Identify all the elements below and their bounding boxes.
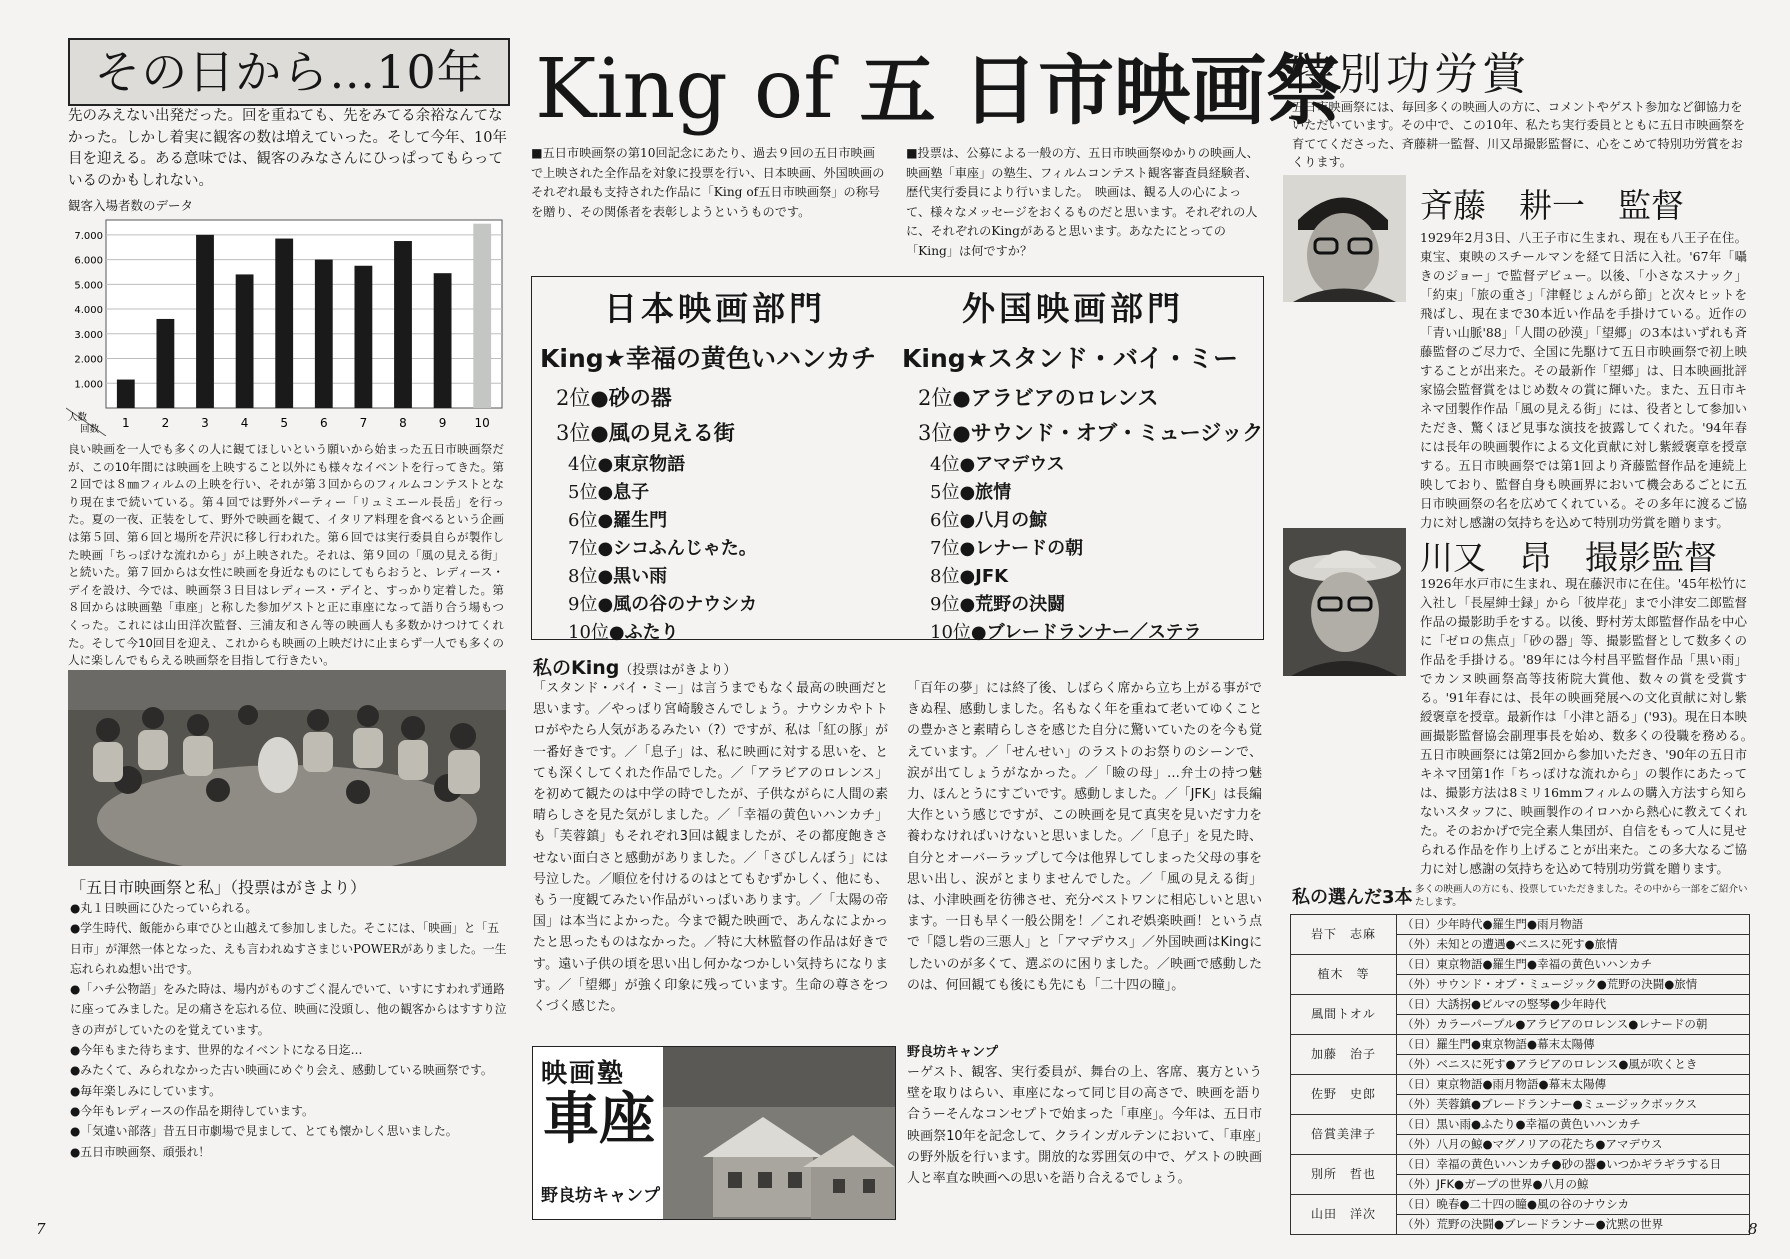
ranking-item — [918, 535, 1263, 563]
award-intro: 五日市映画祭には、毎回多くの映画人の方に、コメントやゲスト参加など御協力をいただいています。その中で、この10年、私たち実行委員とともに五日市映画祭を育ててくださった、斉藤耕一監督、川又昂撮影監督に、心をこめて特別功労賞をおくります。 — [1292, 100, 1746, 169]
rank-number: 2位 — [556, 386, 591, 410]
comment-item: ●今年もまた待ちます、世界的なイベントになる日迄… — [70, 1043, 363, 1058]
rank-title: ●JFK — [959, 566, 1009, 587]
ranking-item — [918, 416, 1263, 451]
comment-item: ●丸１日映画にひたっていられる。 — [70, 901, 258, 915]
chart-y-tick: 7.000 — [74, 230, 103, 242]
picks-japanese: （日）東京物語●雨月物語●幕末太陽傳 — [1397, 1075, 1750, 1095]
foreign-section-heading: 外国映画部門 — [962, 289, 1184, 328]
headline-intro-right: ■投票は、公募による一般の方、五日市映画祭ゆかりの映画人、映画塾「車座」の塾生、フィルムコンテスト観客審査員経験者、歴代実行委員により行いました。 映画は、観る人の心によって、様々なメッセージをおくるものだと思います。それぞれの人に、それぞれのKingがあると思います。あなたにとっての「King」は何ですか？ — [906, 146, 1259, 258]
comment-item: ●「ハチ公物語」をみた時は、場内がものすごく混んでいて、いすにすわれず通路に座ってみました。足の痛さを忘れる位、映画に没頭し、他の観客からはすすり泣きの声がしていたのを覚えています。 — [70, 982, 507, 1037]
rank-title: ●アマデウス — [959, 454, 1065, 475]
picks-person: 倍賞美津子 — [1291, 1115, 1397, 1155]
picks-japanese: （日）黒い雨●ふたり●幸福の黄色いハンカチ — [1397, 1115, 1750, 1135]
chart-bar — [473, 224, 491, 408]
camp-logo-main: 車座 — [543, 1086, 655, 1152]
intro-text: 先のみえない出発だった。回を重ねても、先をみてる余裕なんてなかった。しかし着実に観客の数は増えていった。そして今年、10年目を迎える。ある意味では、観客のみなさんにひっぱってもらっているのかもしれない。 — [68, 108, 507, 189]
rank-number: 7位 — [568, 538, 598, 559]
ranking-item — [556, 619, 757, 647]
picks-row — [1291, 1195, 1750, 1215]
picks-foreign: （外）ベニスに死す●アラビアのロレンス●風が吹くとき — [1397, 1055, 1750, 1075]
chart-bar — [156, 319, 174, 408]
picks-foreign: （外）サウンド・オブ・ミュージック●荒野の決闘●旅情 — [1397, 975, 1750, 995]
ranking-item — [918, 381, 1263, 416]
picks-row — [1291, 1155, 1750, 1175]
japanese-ranking-list — [556, 381, 757, 647]
chart-y-tick: 6.000 — [74, 255, 103, 267]
person2-name: 川又 昂 撮影監督 — [1420, 538, 1717, 577]
rank-title: ●東京物語 — [597, 454, 686, 475]
picks-row — [1291, 995, 1750, 1015]
headline-prefix: King of — [535, 42, 860, 137]
rank-number: 10位 — [568, 622, 609, 643]
rank-title: ●八月の鯨 — [959, 510, 1048, 531]
picks-table — [1290, 914, 1750, 1235]
headline-kanji: 五 日市映画祭 — [859, 46, 1343, 135]
chart-bar — [117, 380, 135, 408]
rank-title: ●黒い雨 — [597, 566, 668, 587]
attendance-chart-svg — [66, 214, 504, 436]
chart-bar — [315, 260, 333, 408]
picks-person: 植木 等 — [1291, 955, 1397, 995]
chart-y-tick: 5.000 — [74, 280, 103, 292]
foreign-king: King★スタンド・バイ・ミー — [902, 344, 1239, 373]
myking-heading — [533, 653, 736, 680]
chart-x-tick: 8 — [399, 416, 407, 430]
picks-japanese: （日）羅生門●東京物語●幕末太陽傳 — [1397, 1035, 1750, 1055]
rank-title: ●レナードの朝 — [959, 538, 1084, 559]
chart-x-tick: 2 — [161, 416, 170, 430]
chart-y-tick: 4.000 — [74, 305, 103, 317]
rank-number: 6位 — [568, 510, 598, 531]
camp-text: ーゲスト、観客、実行委員が、舞台の上、客席、裏方という壁を取りはらい、車座になって同じ目の高さで、映画を語り合うーそんなコンセプトで始まった「車座」。今年は、五日市映画祭10年を記念して、クラインガルテンにおいて、「車座」の野外版を行います。開放的な雰囲気の中で、ゲストの映画人と率直な映画への思いを語り合えるでしょう。 — [907, 1065, 1262, 1187]
chart-y-tick: 2.000 — [74, 354, 103, 366]
headline — [535, 40, 1343, 140]
comment-item: ●みたくて、みられなかった古い映画にめぐり会え、感動している映画祭です。 — [70, 1063, 493, 1078]
comment-item: ●「気違い部落」昔五日市劇場で見まして、とても懐かしく思いました。 — [70, 1124, 458, 1139]
chart-y-label: 人数 — [68, 412, 88, 423]
ranking-item — [556, 563, 757, 591]
person1-bio-text: 1929年2月3日、八王子市に生まれ、現在も八王子在住。東宝、東映のスチールマンを経て日活に入社。'67年「囁きのジョー」で監督デビュー。以後、「小さなスナック」「約束」「旅の重さ」「津軽じょんがら節」と次々ヒットを飛ばし、現在まで30本近い作品を手掛けている。近作の「青い山脈'88」「人間の砂漠」「望郷」の3本はいずれも斉藤監督のご尽力で、全国に先駆けて五日市映画祭で初上映することが出来た。その最新作「望郷」は、日本映画批評家協会監督賞をはじめ数々の賞に輝いた。また、五日市キネマ団製作作品「風の見える街」には、役者として参加いただき、驚くほど見事な演技を披露してくれた。'94年春には長年の映画製作による文化貢献に対し紫綬褒章を授章する。五日市映画祭では第1回より斉藤監督作品を連続上映しており、監督自身も映画界において機会あるごとに五日市映画祭の名を広めてくれている。その多年に渡るご協力に対し感謝の気持ちを込めて特別功労賞を贈ります。 — [1420, 230, 1747, 530]
photo-caption: 「五日市映画祭と私」（投票はがきより） — [70, 878, 367, 897]
picks-row — [1291, 1035, 1750, 1055]
comment-item: ●毎年楽しみにしています。 — [70, 1083, 221, 1098]
rank-number: 9位 — [930, 594, 960, 615]
page-number-left: 7 — [36, 1220, 46, 1238]
chart-bar — [196, 235, 214, 408]
picks-japanese: （日）晩春●二十四の瞳●風の谷のナウシカ — [1397, 1195, 1750, 1215]
page-number-right: 8 — [1748, 1220, 1758, 1238]
headline-intro-left: ■五日市映画祭の第10回記念にあたり、過去９回の五日市映画で上映された全作品を対象に投票を行い、日本映画、外国映画のそれぞれ最も支持された作品に「King of五日市映画祭」の称号を贈り、その関係者を表彰しようというものです。 — [531, 146, 885, 219]
rank-title: ●風の谷のナウシカ — [597, 594, 758, 615]
chart-x-tick: 7 — [359, 416, 368, 430]
rank-number: 8位 — [568, 566, 598, 587]
chart-x-tick: 5 — [280, 416, 289, 430]
picks-person: 岩下 志麻 — [1291, 915, 1397, 955]
picks-foreign: （外）カラーパープル●アラビアのロレンス●レナードの朝 — [1397, 1015, 1750, 1035]
myking-title: 私のKing — [533, 657, 620, 679]
rank-number: 2位 — [918, 386, 953, 410]
rank-number: 6位 — [930, 510, 960, 531]
ranking-box — [531, 276, 1264, 643]
chart-y-tick: 1.000 — [74, 379, 103, 391]
picks-foreign: （外）芙蓉鎮●ブレードランナー●ミュージックボックス — [1397, 1095, 1750, 1115]
comment-list — [70, 898, 510, 1162]
picks-japanese: （日）東京物語●羅生門●幸福の黄色いハンカチ — [1397, 955, 1750, 975]
chart-x-tick: 9 — [438, 416, 447, 430]
ranking-item — [918, 479, 1263, 507]
comment-item: ●学生時代、飯能から車でひと山越えて参加しました。そこには、「映画」と「五日市」が渾然一体となった、えも言われぬすさまじいPOWERがありました。一生忘れられぬ想い出です。 — [70, 921, 507, 976]
comment-item: ●五日市映画祭、頑張れ！ — [70, 1144, 211, 1159]
chart-bar — [394, 241, 412, 408]
rank-title: ●アラビアのロレンス — [952, 386, 1159, 410]
ranking-item — [556, 416, 757, 451]
camp-title: 野良坊キャンプ — [907, 1045, 999, 1060]
rank-title: ●旅情 — [959, 482, 1012, 503]
picks-row — [1291, 915, 1750, 935]
picks-row — [1291, 1075, 1750, 1095]
ranking-item — [918, 507, 1263, 535]
chart-x-tick: 4 — [240, 416, 249, 430]
myking-subtitle: （投票はがきより） — [619, 663, 737, 678]
picks-foreign: （外）八月の鯨●マグノリアの花たち●アマデウス — [1397, 1135, 1750, 1155]
rank-number: 3位 — [556, 421, 591, 445]
award-title: 特別功労賞 — [1290, 49, 1530, 100]
ranking-item — [556, 451, 757, 479]
chart-bar — [434, 273, 452, 408]
picks-row — [1291, 955, 1750, 975]
ranking-item — [556, 479, 757, 507]
picks-person: 別所 哲也 — [1291, 1155, 1397, 1195]
rank-title: ●荒野の決闘 — [959, 594, 1066, 615]
rank-title: ●ふたり — [608, 622, 679, 643]
chart-y-tick: 3.000 — [74, 329, 103, 341]
camp-logo-top: 映画塾 — [541, 1059, 626, 1089]
rank-title: ●シコふんじゃた。 — [597, 538, 757, 559]
picks-japanese: （日）幸福の黄色いハンカチ●砂の器●いつかギラギラする日 — [1397, 1155, 1750, 1175]
myking-column-2: 「百年の夢」には終了後、しばらく席から立ち上がる事ができぬ程、感動しました。名もなく年を重ねて老いてゆくことの豊かさと素晴らしさを感じた自分に驚いていたのを今も覚えています。／「せんせい」のラストのお祭りのシーンで、涙が出てしょうがなかった。／「瞼の母」…弁士の持つ魅力、ほんとうにすごいです。感動しました。／「JFK」は長編大作という感じですが、この映画を見て真実を見いだす力を養わなければいけないと思いました。／「息子」を見た時、自分とオーバーラップして今は他界してしまった父母の事を思い出し、涙がとまりませんでした。／「風の見える街」は、小津映画を彷彿させ、充分ベストワンに相応しいと思います。一日も早く一般公開を！／これぞ娯楽映画！という点で「隠し砦の三悪人」と「アマデウス」／外国映画はKingにしたいのが多くて、選ぶのに困りました。／映画で感動したのは、何回観ても後にも先にも「二十四の瞳」。 — [907, 681, 1262, 993]
picks-person: 加藤 治子 — [1291, 1035, 1397, 1075]
rank-number: 4位 — [568, 454, 598, 475]
picks-japanese: （日）少年時代●羅生門●雨月物語 — [1397, 915, 1750, 935]
rank-number: 7位 — [930, 538, 960, 559]
rank-title: ●息子 — [597, 482, 650, 503]
person2-bio — [1292, 574, 1760, 878]
rank-number: 5位 — [568, 482, 598, 503]
chart-bar — [236, 274, 254, 408]
rank-number: 10位 — [930, 622, 971, 643]
chart-x-tick: 10 — [474, 416, 490, 430]
ranking-item — [918, 451, 1263, 479]
picks-note: 多くの映画人の方にも、投票していただきました。その中から一部をご紹介いたします。 — [1415, 884, 1748, 908]
history-text: 良い映画を一人でも多くの人に観てほしいという願いから始まった五日市映画祭だが、この10年間には映画を上映すること以外にも様々なイベントを行ってきた。第２回では８㎜フィルムの上映を行い、それが第３回からのフィルムコンテストとなり現在まで続いている。第４回では野外パーティー「リュミエール長岳」を行った。夏の一夜、正装をして、野外で映画を観て、イタリア料理を食べるという企画は第５回、第６回と場所を芹沢に移し行われた。第６回では実行委員自らが製作した映画「ちっぽけな流れから」が上映された。それは、第９回の「風の見える街」と続いた。第７回からは女性に映画を身近なものにしてもらおうと、レディース・デイを設け、今では、映画祭３日目はレディース・デイと、すっかり定着した。第８回からは映画塾「車座」と称した参加ゲストと正に車座になって語り合う場もつくった。これには山田洋次監督、三浦友和さん等の映画人も多数かけつけてくれた。そして今10回目を迎え、これからも映画の上映だけに止まらず一人でも多くの人に楽しんでもらえる映画祭を目指して行きたい。 — [68, 442, 504, 668]
japanese-king: King★幸福の黄色いハンカチ — [540, 344, 877, 373]
chart-x-tick: 3 — [201, 416, 209, 430]
rank-number: 8位 — [930, 566, 960, 587]
myking-column-1: 「スタンド・バイ・ミー」は言うまでもなく最高の映画だと思います。／やっぱり宮崎駿さんでしょう。ナウシカやトトロがやたら人気があるみたい（?）ですが、私は「紅の豚」が一番好きです。／「息子」は、私に映画に対する思いを、とても深くしてくれた作品でした。／「アラビアのロレンス」を初めて観たのは中学の時でしたが、子供ながらに人間の素晴らしさを見た気がしました。／「幸福の黄色いハンカチ」も「芙蓉鎮」もそれぞれ3回は観ましたが、その都度飽きさせない面白さと感動がありました。／「さびしんぼう」には号泣した。／順位を付けるのはとてもむずかしく、他にも、もう一度観てみたい作品がいっぱいあります。／「太陽の帝国」は本当によかった。今まで観た映画で、あんなによかったと思ったものはなかった。／特に大林監督の作品は好きです。遠い子供の頃を思い出し何かなつかしい気持ちになります。／「望郷」が強く印象に残っています。生命の尊さをつくづく感じた。 — [533, 681, 888, 1015]
picks-japanese: （日）大誘拐●ビルマの竪琴●少年時代 — [1397, 995, 1750, 1015]
rank-number: 9位 — [568, 594, 598, 615]
ranking-item — [918, 591, 1263, 619]
comment-item: ●今年もレディースの作品を期待しています。 — [70, 1103, 314, 1118]
chart-bar — [275, 239, 293, 408]
person1-bio — [1292, 228, 1747, 532]
picks-person: 風間トオル — [1291, 995, 1397, 1035]
audience-photo-art — [68, 670, 506, 866]
ranking-item — [918, 563, 1263, 591]
ranking-item — [556, 535, 757, 563]
japanese-section-heading: 日本映画部門 — [604, 289, 826, 328]
person1-name: 斉藤 耕一 監督 — [1420, 186, 1684, 225]
camp-image — [532, 1046, 896, 1220]
chart-title: 観客入場者数のデータ — [68, 198, 194, 213]
chart-bar — [354, 266, 372, 408]
camp-logo-sub: 野良坊キャンプ — [541, 1186, 660, 1206]
chart-x-tick: 6 — [319, 416, 328, 430]
ranking-item — [918, 619, 1263, 647]
rank-title: ●羅生門 — [597, 510, 668, 531]
ranking-item — [556, 591, 757, 619]
rank-number: 4位 — [930, 454, 960, 475]
picks-foreign: （外）未知との遭遇●ベニスに死す●旅情 — [1397, 935, 1750, 955]
rank-number: 3位 — [918, 421, 953, 445]
rank-title: ●砂の器 — [590, 386, 672, 410]
picks-row — [1291, 1115, 1750, 1135]
chart-x-label: 回数 — [80, 424, 100, 435]
rank-title: ●ブレードランナー／ステラ — [970, 622, 1202, 643]
foreign-ranking-list — [918, 381, 1263, 647]
picks-person: 佐野 史郎 — [1291, 1075, 1397, 1115]
audience-photo — [68, 670, 506, 866]
ranking-item — [556, 507, 757, 535]
picks-foreign: （外）JFK●ガープの世界●八月の鯨 — [1397, 1175, 1750, 1195]
person2-bio-text: 1926年水戸市に生まれ、現在藤沢市に在住。'45年松竹に入社し「長屋紳士録」から「彼岸花」まで小津安二郎監督作品の撮影助手をする。以後、野村芳太郎監督作品を中心に「ゼロの焦点」「砂の器」等、撮影監督として数多くの作品を手掛ける。'89年には今村昌平監督作品「黒い雨」でカンヌ映画祭高等技術院大賞他、数々の賞を受賞する。'91年春には、長年の映画発展への文化貢献に対し紫綬褒章を授章。最新作は「小津と語る」('93)。現在日本映画撮影監督協会副理事長を始め、数多くの役職を務める。 五日市映画祭には第2回から参加いただき、'90年の五日市キネマ団第1作「ちっぽけな流れから」の製作にあたっては、撮影方法は8ミリ16mmフィルムの購入方法すら知らないスタッフに、映画製作のイロハから熱心に教えてくれた。そのおかげで完全素人集団が、自信をもって人に見せられる作品を作り上げることが出来た。この多大なるご協力に対し感謝の気持ちを込めて特別功労賞を贈ります。 — [1420, 576, 1760, 876]
rank-title: ●サウンド・オブ・ミュージック — [952, 421, 1264, 445]
attendance-chart — [66, 214, 504, 436]
ranking-item — [556, 381, 757, 416]
picks-foreign: （外）荒野の決闘●ブレードランナー●沈黙の世界 — [1397, 1215, 1750, 1235]
rank-title: ●風の見える街 — [590, 421, 735, 445]
rank-number: 5位 — [930, 482, 960, 503]
section-title: その日から…10年 — [68, 38, 510, 106]
picks-title: 私の選んだ3本 — [1292, 887, 1413, 908]
picks-person: 山田 洋次 — [1291, 1195, 1397, 1235]
chart-x-tick: 1 — [121, 416, 130, 430]
